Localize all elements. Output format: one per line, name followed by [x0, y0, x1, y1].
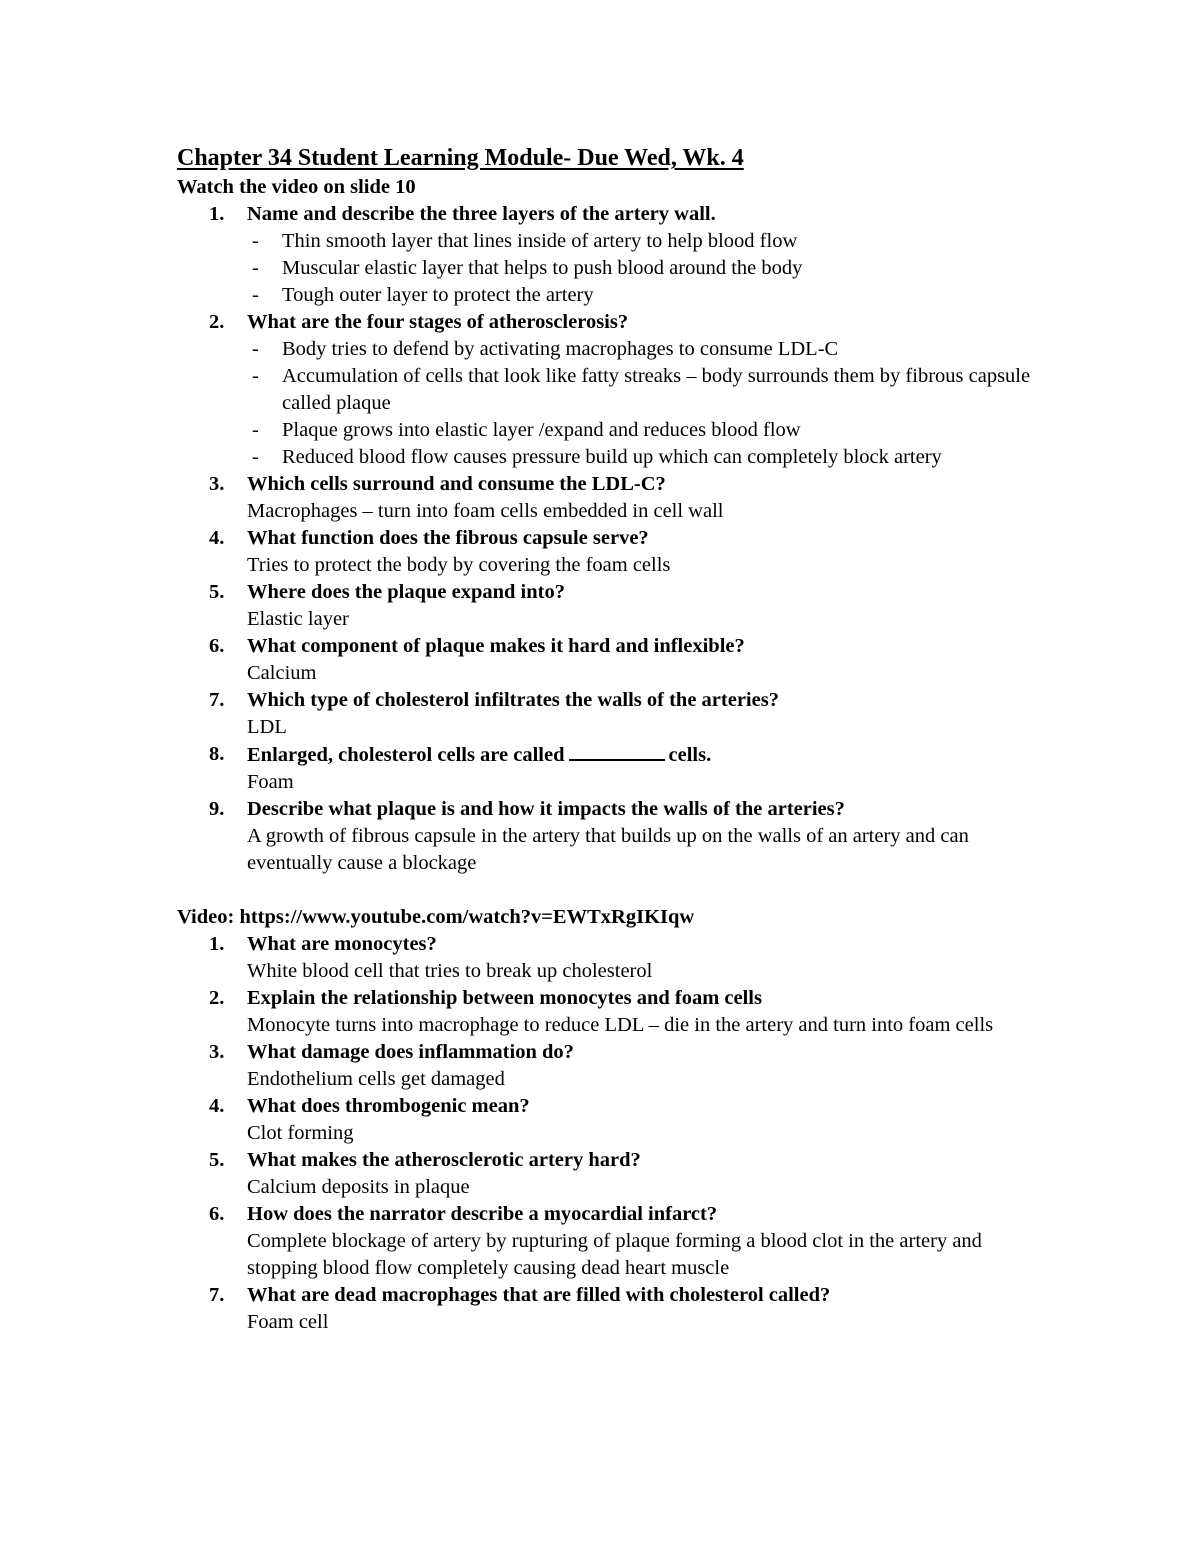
- question-text: What does thrombogenic mean?: [247, 1095, 530, 1117]
- answer-text: Monocyte turns into macrophage to reduce LDL – die in the artery and turn into foam cells: [247, 1014, 994, 1036]
- question-number: 6.: [209, 1203, 225, 1225]
- question-item: [177, 309, 1037, 471]
- question-text: Describe what plaque is and how it impacts the walls of the arteries?: [247, 798, 845, 820]
- bullet-text: Plaque grows into elastic layer /expand and reduces blood flow: [282, 419, 801, 441]
- question-number: 3.: [209, 1041, 225, 1063]
- question-number: 1.: [209, 933, 225, 955]
- question-number: 4.: [209, 527, 225, 549]
- answer-text: Tries to protect the body by covering the foam cells: [247, 554, 671, 576]
- section2-question-list: [177, 931, 1037, 1336]
- question-text-after: cells.: [668, 744, 712, 766]
- question-text: Explain the relationship between monocytes and foam cells: [247, 987, 762, 1009]
- answer-text: A growth of fibrous capsule in the artery that builds up on the walls of an artery and can eventually cause a blockage: [247, 825, 969, 874]
- answer-bullet: [247, 336, 1037, 363]
- document-page: [177, 142, 1037, 1336]
- dash-marker: -: [252, 365, 259, 387]
- question-text: Which cells surround and consume the LDL-C?: [247, 473, 666, 495]
- question-number: 9.: [209, 798, 225, 820]
- question-number: 3.: [209, 473, 225, 495]
- question-text: What are dead macrophages that are filled with cholesterol called?: [247, 1284, 831, 1306]
- question-text: What damage does inflammation do?: [247, 1041, 574, 1063]
- bullet-text: Thin smooth layer that lines inside of artery to help blood flow: [282, 230, 798, 252]
- question-text: Where does the plaque expand into?: [247, 581, 565, 603]
- question-item: [177, 796, 1037, 877]
- question-text: What are monocytes?: [247, 933, 437, 955]
- answer-text: Elastic layer: [247, 608, 349, 630]
- question-number: 1.: [209, 203, 225, 225]
- question-item: [177, 1039, 1037, 1093]
- question-text: Name and describe the three layers of the artery wall.: [247, 203, 716, 225]
- answer-bullet: [247, 444, 1037, 471]
- answer-text: Endothelium cells get damaged: [247, 1068, 505, 1090]
- section2-intro: Video: https://www.youtube.com/watch?v=EWTxRgIKIqw: [177, 906, 695, 928]
- question-item: [177, 741, 1037, 796]
- question-text: What function does the fibrous capsule serve?: [247, 527, 649, 549]
- question-item: [177, 1282, 1037, 1336]
- question-number: 8.: [209, 743, 225, 765]
- answer-bullets: [247, 228, 1037, 309]
- question-item: [177, 1147, 1037, 1201]
- answer-text: Calcium: [247, 662, 317, 684]
- answer-text: White blood cell that tries to break up cholesterol: [247, 960, 653, 982]
- question-number: 7.: [209, 689, 225, 711]
- question-item: [177, 579, 1037, 633]
- question-text: What component of plaque makes it hard and inflexible?: [247, 635, 745, 657]
- dash-marker: -: [252, 446, 259, 468]
- answer-bullet: [247, 363, 1037, 417]
- question-text: Which type of cholesterol infiltrates the walls of the arteries?: [247, 689, 779, 711]
- answer-bullets: [247, 336, 1037, 471]
- question-item: [177, 931, 1037, 985]
- bullet-text: Accumulation of cells that look like fatty streaks – body surrounds them by fibrous capsule called plaque: [282, 365, 1031, 414]
- answer-text: Clot forming: [247, 1122, 354, 1144]
- answer-text: Calcium deposits in plaque: [247, 1176, 470, 1198]
- question-text: How does the narrator describe a myocardial infarct?: [247, 1203, 718, 1225]
- answer-bullet: [247, 282, 1037, 309]
- question-number: 2.: [209, 987, 225, 1009]
- answer-bullet: [247, 417, 1037, 444]
- question-item: [177, 471, 1037, 525]
- section1-question-list: [177, 201, 1037, 877]
- question-number: 6.: [209, 635, 225, 657]
- page-title: Chapter 34 Student Learning Module- Due Wed, Wk. 4: [177, 145, 744, 171]
- answer-text: Foam cell: [247, 1311, 329, 1333]
- question-number: 2.: [209, 311, 225, 333]
- section1-intro: Watch the video on slide 10: [177, 176, 416, 198]
- question-number: 5.: [209, 1149, 225, 1171]
- fill-in-blank-line: [569, 741, 665, 761]
- dash-marker: -: [252, 257, 259, 279]
- answer-bullet: [247, 228, 1037, 255]
- dash-marker: -: [252, 419, 259, 441]
- question-item: [177, 201, 1037, 309]
- question-item: [177, 687, 1037, 741]
- section-spacer: [177, 877, 1037, 904]
- question-text: What are the four stages of atherosclerosis?: [247, 311, 629, 333]
- answer-text: Foam: [247, 771, 294, 793]
- dash-marker: -: [252, 230, 259, 252]
- answer-bullet: [247, 255, 1037, 282]
- question-item: [177, 525, 1037, 579]
- question-number: 5.: [209, 581, 225, 603]
- answer-text: Macrophages – turn into foam cells embedded in cell wall: [247, 500, 724, 522]
- question-text-before: Enlarged, cholesterol cells are called: [247, 744, 565, 766]
- question-item: [177, 633, 1037, 687]
- question-item: [177, 1201, 1037, 1282]
- bullet-text: Body tries to defend by activating macrophages to consume LDL-C: [282, 338, 839, 360]
- bullet-text: Tough outer layer to protect the artery: [282, 284, 594, 306]
- bullet-text: Reduced blood flow causes pressure build up which can completely block artery: [282, 446, 942, 468]
- bullet-text: Muscular elastic layer that helps to push blood around the body: [282, 257, 803, 279]
- answer-text: Complete blockage of artery by rupturing of plaque forming a blood clot in the artery and stopping blood flow completely causing dead heart muscle: [247, 1230, 982, 1279]
- question-number: 4.: [209, 1095, 225, 1117]
- answer-text: LDL: [247, 716, 287, 738]
- question-item: [177, 1093, 1037, 1147]
- dash-marker: -: [252, 338, 259, 360]
- dash-marker: -: [252, 284, 259, 306]
- question-number: 7.: [209, 1284, 225, 1306]
- question-item: [177, 985, 1037, 1039]
- question-text: What makes the atherosclerotic artery hard?: [247, 1149, 641, 1171]
- question-text-fill-blank: [247, 741, 1037, 769]
